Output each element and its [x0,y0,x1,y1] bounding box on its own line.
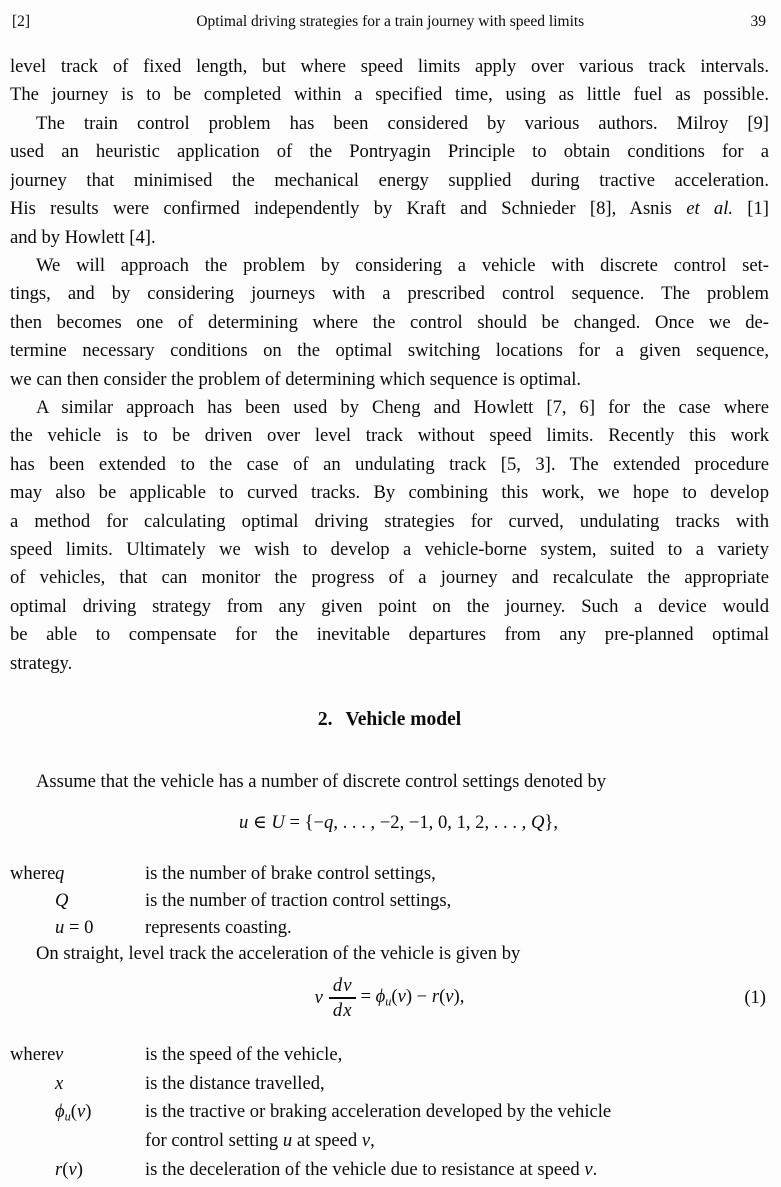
text-line: strategy. [10,652,73,674]
running-title: Optimal driving strategies for a train journey with speed limits [196,13,585,30]
definition-where-label [10,1156,55,1185]
text-line: The journey is to be completed within a specified time, using as little fuel as possible. [10,84,769,106]
paragraph-train-control-problem [10,110,769,252]
fraction-numerator: dv [332,975,353,997]
text-segment: ( [391,986,398,1008]
definition-where-label [10,1070,55,1099]
text-segment: r [431,986,440,1008]
text-line: then becomes one of determining where the control should be changed. Once we de- [10,311,769,333]
text-line: We will approach the problem by considering a vehicle with discrete control set- [36,255,769,276]
onstraight-sentence: On straight, level track the acceleration of the vehicle is given by [36,943,521,964]
equation-1-lhs-v: v [314,987,323,1008]
text-segment: ϕ [55,1101,65,1123]
text-segment: v [397,986,406,1008]
definition-term [55,860,145,887]
page-marker: [2] [12,13,31,30]
definition-row [10,914,769,941]
text-segment: Q [530,812,545,833]
text-segment: u [55,917,65,939]
text-line: has been extended to the case of an undulating track [5, 3]. The extended procedure [10,453,769,475]
text-line: journey that minimised the mechanical energy supplied during tractive acceleration. [10,169,769,191]
text-segment: v [361,1130,371,1152]
text-line [10,195,769,223]
definition-description [145,1156,769,1185]
definition-term [55,1156,145,1185]
text-segment: . [592,1158,598,1180]
definition-where-label [10,1098,55,1127]
definition-list-equation-terms [10,1041,769,1184]
definition-row [10,860,769,887]
definition-term [55,1070,145,1099]
paragraph-similar-approach [10,394,769,678]
text-segment: = [360,986,376,1008]
definition-description: represents coasting. [145,917,292,939]
definition-term [55,887,145,914]
text-segment: , [370,1130,375,1152]
definition-row [10,1070,769,1099]
definition-description: is the tractive or braking acceleration developed by the vehicle [145,1101,612,1123]
definition-where-label: where [10,863,56,884]
text-segment: v [445,986,454,1008]
definition-description: is the distance travelled, [145,1072,325,1094]
text-line: we can then consider the problem of determining which sequence is optimal. [10,368,582,390]
page-number: 39 [750,13,766,30]
text-segment: ( [70,1101,77,1123]
control-set-formula [10,809,769,837]
text-segment: v [68,1158,77,1180]
definition-description: is the number of traction control settings, [145,890,452,912]
text-segment: ( [439,986,446,1008]
text-line: A similar approach has been used by Cheng and Howlett [7, 6] for the case where [36,397,769,418]
equation-1 [10,966,769,1030]
equation-1-number: (1) [744,987,766,1008]
text-segment: u [282,1130,293,1152]
text-segment: = 0 [64,917,94,939]
fraction-denominator: dx [332,999,353,1021]
definition-description: is the speed of the vehicle, [145,1044,343,1065]
text-segment: et al. [686,198,734,220]
text-segment: u [239,812,249,833]
text-line: of vehicles, that can monitor the progress of a journey and recalculate the appropriate [10,567,769,589]
text-segment: u [64,1109,71,1124]
text-segment: ), [453,986,465,1008]
text-segment: , . . . , −2, −1, 0, 1, 2, . . . , [333,812,531,833]
text-segment: x [55,1072,64,1094]
text-line: the vehicle is to be driven over level track without speed limits. Recently this work [10,425,769,447]
text-line: a method for calculating optimal driving strategies for curved, undulating tracks with [10,510,769,532]
definition-term [55,1041,145,1070]
text-line: be able to compensate for the inevitable departures from any pre-planned optimal [10,624,769,646]
paragraph-approach [10,252,769,394]
definition-row [10,1127,769,1156]
definition-where-label [10,1127,55,1156]
text-line: may also be applicable to curved tracks. By combining this work, we hope to develop [10,482,769,504]
text-segment: = {− [284,812,325,833]
text-line: and by Howlett [4]. [10,226,156,248]
definition-where-label [10,914,55,941]
section-number: 2. [317,709,333,730]
assume-sentence: Assume that the vehicle has a number of discrete control settings denoted by [36,771,607,792]
equation-1-fraction [329,974,357,1022]
text-segment: U [271,812,285,833]
definition-row [10,1041,769,1070]
text-segment: [1] [733,198,769,220]
text-segment: for control setting [145,1130,283,1152]
text-segment: v [76,1101,86,1123]
text-segment: ) − [405,986,432,1008]
equation-1-content [315,974,465,1022]
paragraph-intro-continuation [10,53,769,110]
text-segment: at speed [292,1130,362,1152]
text-line: The train control problem has been considered by various authors. Milroy [9] [36,113,769,134]
section-heading [10,706,769,734]
text-segment: }, [544,812,558,833]
text-segment: ) [76,1158,83,1180]
definition-where-label [10,887,55,914]
definition-description [145,1127,769,1156]
text-segment: His results were confirmed independently by Kraft and Schnieder [8], Asnis [10,198,687,220]
text-line: termine necessary conditions on the optimal switching locations for a given sequence, [10,340,769,362]
page-header [12,13,766,31]
text-line: used an heuristic application of the Pontryagin Principle to obtain conditions for a [10,141,769,163]
text-segment: q [324,812,334,833]
definition-where-label: where [10,1044,56,1065]
text-segment: ϕ [375,986,386,1008]
text-line: speed limits. Ultimately we wish to develop a vehicle-borne system, suited to a variety [10,538,769,560]
definition-list-control-settings [10,860,769,942]
text-line: level track of fixed length, but where speed limits apply over various track intervals. [10,56,769,77]
definition-term [55,914,145,941]
equation-1-rhs [360,986,464,1009]
text-segment: is the deceleration of the vehicle due to resistance at speed [145,1158,585,1180]
text-segment: ) [85,1101,92,1123]
section-title: Vehicle model [345,709,462,730]
text-segment: v [584,1158,593,1180]
text-segment: v [55,1044,64,1065]
definition-term [55,1127,145,1156]
text-segment: ( [62,1158,69,1180]
text-segment: u [385,994,392,1009]
text-line: optimal driving strategy from any given point on the journey. Such a device would [10,595,769,617]
text-segment: ∈ [248,812,272,833]
definition-row [10,1098,769,1127]
definition-term [55,1098,145,1127]
text-line: tings, and by considering journeys with a prescribed control sequence. The problem [10,283,769,305]
text-segment: Q [55,890,69,912]
definition-row [10,887,769,914]
definition-description: is the number of brake control settings, [145,863,436,884]
text-segment: r [55,1158,63,1180]
definition-row [10,1156,769,1185]
text-segment: q [55,863,65,884]
